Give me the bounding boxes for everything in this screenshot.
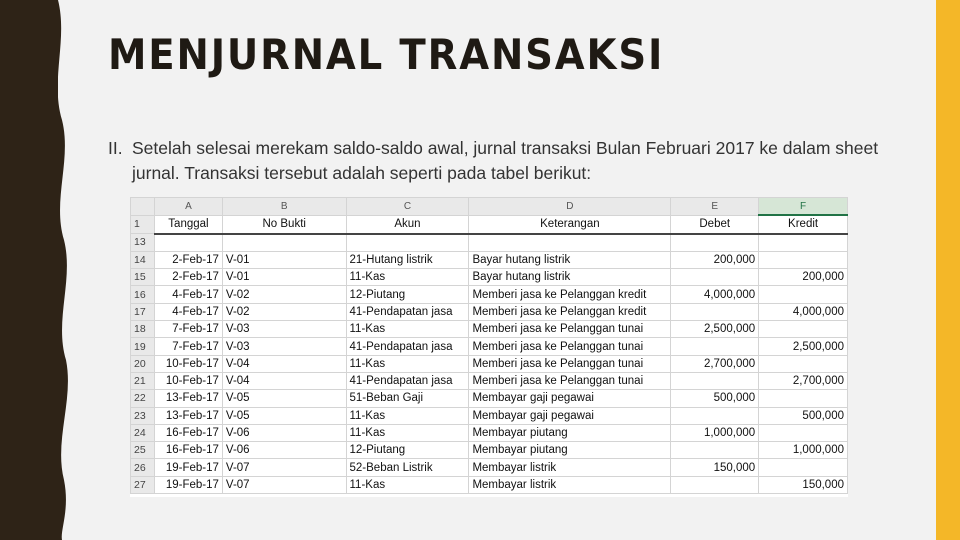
row-number[interactable]: 22: [131, 390, 155, 407]
cell-no-bukti[interactable]: V-07: [222, 476, 346, 493]
cell-tanggal[interactable]: 2-Feb-17: [154, 251, 222, 268]
cell-debet[interactable]: [671, 442, 759, 459]
cell-keterangan[interactable]: Memberi jasa ke Pelanggan tunai: [469, 372, 671, 389]
empty-row: [131, 234, 848, 252]
slide-title: MENJURNAL TRANSAKSI: [108, 30, 665, 79]
cell-tanggal[interactable]: 7-Feb-17: [154, 321, 222, 338]
cell-akun[interactable]: 11-Kas: [346, 424, 469, 441]
cell-tanggal[interactable]: 16-Feb-17: [154, 424, 222, 441]
header-cell-akun[interactable]: Akun: [346, 215, 469, 233]
cell-no-bukti[interactable]: V-07: [222, 459, 346, 476]
cell-akun[interactable]: 41-Pendapatan jasa: [346, 303, 469, 320]
row-number[interactable]: 27: [131, 476, 155, 493]
cell-akun[interactable]: 41-Pendapatan jasa: [346, 372, 469, 389]
cell-keterangan[interactable]: Memberi jasa ke Pelanggan tunai: [469, 338, 671, 355]
cell-tanggal[interactable]: 10-Feb-17: [154, 372, 222, 389]
cell-no-bukti[interactable]: V-04: [222, 372, 346, 389]
cell-akun[interactable]: 12-Piutang: [346, 286, 469, 303]
cell-kredit[interactable]: 500,000: [759, 407, 848, 424]
table-row: [131, 459, 848, 476]
empty-cell[interactable]: [222, 234, 346, 252]
cell-kredit[interactable]: [759, 321, 848, 338]
cell-no-bukti[interactable]: V-01: [222, 251, 346, 268]
cell-akun[interactable]: 11-Kas: [346, 269, 469, 286]
column-letter-row: [131, 198, 848, 216]
paragraph-text: Setelah selesai merekam saldo-saldo awal, jurnal transaksi Bulan Februari 2017 ke dalam sheet jurnal. Transaksi tersebut adalah seperti pada tabel berikut:: [132, 138, 879, 183]
cell-akun[interactable]: 11-Kas: [346, 407, 469, 424]
cell-debet[interactable]: [671, 338, 759, 355]
column-letter[interactable]: C: [346, 198, 469, 216]
cell-keterangan[interactable]: Membayar listrik: [469, 459, 671, 476]
cell-debet[interactable]: [671, 269, 759, 286]
right-accent-bar: [936, 0, 960, 540]
column-letter[interactable]: E: [671, 198, 759, 216]
cell-kredit[interactable]: 2,500,000: [759, 338, 848, 355]
cell-akun[interactable]: 11-Kas: [346, 476, 469, 493]
cell-tanggal[interactable]: 13-Feb-17: [154, 390, 222, 407]
cell-keterangan[interactable]: Memberi jasa ke Pelanggan kredit: [469, 303, 671, 320]
cell-tanggal[interactable]: 19-Feb-17: [154, 459, 222, 476]
header-cell-debet[interactable]: Debet: [671, 215, 759, 233]
cell-kredit[interactable]: 1,000,000: [759, 442, 848, 459]
cell-debet[interactable]: [671, 476, 759, 493]
cell-debet[interactable]: [671, 407, 759, 424]
cell-tanggal[interactable]: 7-Feb-17: [154, 338, 222, 355]
row-number[interactable]: 13: [131, 234, 155, 252]
cell-kredit[interactable]: 150,000: [759, 476, 848, 493]
cell-no-bukti[interactable]: V-05: [222, 390, 346, 407]
table-row: [131, 390, 848, 407]
cell-akun[interactable]: 51-Beban Gaji: [346, 390, 469, 407]
cell-kredit[interactable]: 200,000: [759, 269, 848, 286]
table-row: [131, 372, 848, 389]
row-number[interactable]: 26: [131, 459, 155, 476]
column-letter[interactable]: B: [222, 198, 346, 216]
row-number[interactable]: 23: [131, 407, 155, 424]
table-row: [131, 442, 848, 459]
column-letter[interactable]: F: [759, 198, 848, 216]
cell-akun[interactable]: 12-Piutang: [346, 442, 469, 459]
journal-table: [130, 197, 848, 494]
cell-tanggal[interactable]: 4-Feb-17: [154, 286, 222, 303]
header-cell-kredit[interactable]: Kredit: [759, 215, 848, 233]
table-row: [131, 251, 848, 268]
spreadsheet-screenshot: [130, 197, 848, 497]
cell-keterangan[interactable]: Memberi jasa ke Pelanggan tunai: [469, 355, 671, 372]
row-number[interactable]: 25: [131, 442, 155, 459]
cell-debet[interactable]: 150,000: [671, 459, 759, 476]
cell-kredit[interactable]: [759, 424, 848, 441]
cell-akun[interactable]: 52-Beban Listrik: [346, 459, 469, 476]
row-number[interactable]: 18: [131, 321, 155, 338]
table-row: [131, 338, 848, 355]
instruction-paragraph: [108, 136, 888, 186]
cell-kredit[interactable]: [759, 251, 848, 268]
column-letter[interactable]: D: [469, 198, 671, 216]
table-row: [131, 286, 848, 303]
paragraph-number: II.: [108, 138, 123, 158]
row-number[interactable]: 19: [131, 338, 155, 355]
empty-cell[interactable]: [154, 234, 222, 252]
cell-keterangan[interactable]: Bayar hutang listrik: [469, 269, 671, 286]
table-row: [131, 269, 848, 286]
cell-no-bukti[interactable]: V-06: [222, 424, 346, 441]
cell-kredit[interactable]: 2,700,000: [759, 372, 848, 389]
cell-no-bukti[interactable]: V-02: [222, 303, 346, 320]
cell-tanggal[interactable]: 10-Feb-17: [154, 355, 222, 372]
row-number[interactable]: 17: [131, 303, 155, 320]
cell-keterangan[interactable]: Membayar gaji pegawai: [469, 407, 671, 424]
cell-akun[interactable]: 11-Kas: [346, 355, 469, 372]
empty-cell[interactable]: [671, 234, 759, 252]
empty-cell[interactable]: [469, 234, 671, 252]
left-torn-edge: [40, 0, 76, 540]
header-cell-keterangan[interactable]: Keterangan: [469, 215, 671, 233]
select-all-corner[interactable]: [131, 198, 155, 216]
cell-keterangan[interactable]: Membayar piutang: [469, 424, 671, 441]
cell-no-bukti[interactable]: V-04: [222, 355, 346, 372]
cell-debet[interactable]: [671, 303, 759, 320]
header-cell-tanggal[interactable]: Tanggal: [154, 215, 222, 233]
row-number[interactable]: 15: [131, 269, 155, 286]
cell-kredit[interactable]: [759, 286, 848, 303]
cell-tanggal[interactable]: 2-Feb-17: [154, 269, 222, 286]
cell-debet[interactable]: [671, 372, 759, 389]
empty-cell[interactable]: [759, 234, 848, 252]
cell-akun[interactable]: 11-Kas: [346, 321, 469, 338]
cell-tanggal[interactable]: 4-Feb-17: [154, 303, 222, 320]
row-number[interactable]: 20: [131, 355, 155, 372]
table-row: [131, 321, 848, 338]
table-row: [131, 476, 848, 493]
cell-no-bukti[interactable]: V-01: [222, 269, 346, 286]
cell-tanggal[interactable]: 16-Feb-17: [154, 442, 222, 459]
cell-keterangan[interactable]: Memberi jasa ke Pelanggan kredit: [469, 286, 671, 303]
cell-debet[interactable]: 4,000,000: [671, 286, 759, 303]
cell-kredit[interactable]: [759, 390, 848, 407]
row-number[interactable]: 21: [131, 372, 155, 389]
table-row: [131, 303, 848, 320]
cell-no-bukti[interactable]: V-02: [222, 286, 346, 303]
column-letter[interactable]: A: [154, 198, 222, 216]
cell-keterangan[interactable]: Bayar hutang listrik: [469, 251, 671, 268]
cell-no-bukti[interactable]: V-05: [222, 407, 346, 424]
cell-debet[interactable]: 2,500,000: [671, 321, 759, 338]
header-cell-no-bukti[interactable]: No Bukti: [222, 215, 346, 233]
cell-debet[interactable]: 200,000: [671, 251, 759, 268]
cell-akun[interactable]: 21-Hutang listrik: [346, 251, 469, 268]
cell-keterangan[interactable]: Membayar gaji pegawai: [469, 390, 671, 407]
cell-keterangan[interactable]: Memberi jasa ke Pelanggan tunai: [469, 321, 671, 338]
table-row: [131, 407, 848, 424]
row-number[interactable]: 16: [131, 286, 155, 303]
table-header-row: [131, 215, 848, 233]
cell-no-bukti[interactable]: V-03: [222, 338, 346, 355]
cell-kredit[interactable]: 4,000,000: [759, 303, 848, 320]
cell-debet[interactable]: 500,000: [671, 390, 759, 407]
cell-debet[interactable]: 2,700,000: [671, 355, 759, 372]
empty-cell[interactable]: [346, 234, 469, 252]
cell-akun[interactable]: 41-Pendapatan jasa: [346, 338, 469, 355]
cell-keterangan[interactable]: Membayar piutang: [469, 442, 671, 459]
row-number[interactable]: 1: [131, 215, 155, 233]
cell-no-bukti[interactable]: V-06: [222, 442, 346, 459]
cell-tanggal[interactable]: 19-Feb-17: [154, 476, 222, 493]
row-number[interactable]: 24: [131, 424, 155, 441]
cell-no-bukti[interactable]: V-03: [222, 321, 346, 338]
row-number[interactable]: 14: [131, 251, 155, 268]
cell-debet[interactable]: 1,000,000: [671, 424, 759, 441]
cell-kredit[interactable]: [759, 459, 848, 476]
cell-tanggal[interactable]: 13-Feb-17: [154, 407, 222, 424]
cell-kredit[interactable]: [759, 355, 848, 372]
table-row: [131, 355, 848, 372]
cell-keterangan[interactable]: Membayar listrik: [469, 476, 671, 493]
table-row: [131, 424, 848, 441]
